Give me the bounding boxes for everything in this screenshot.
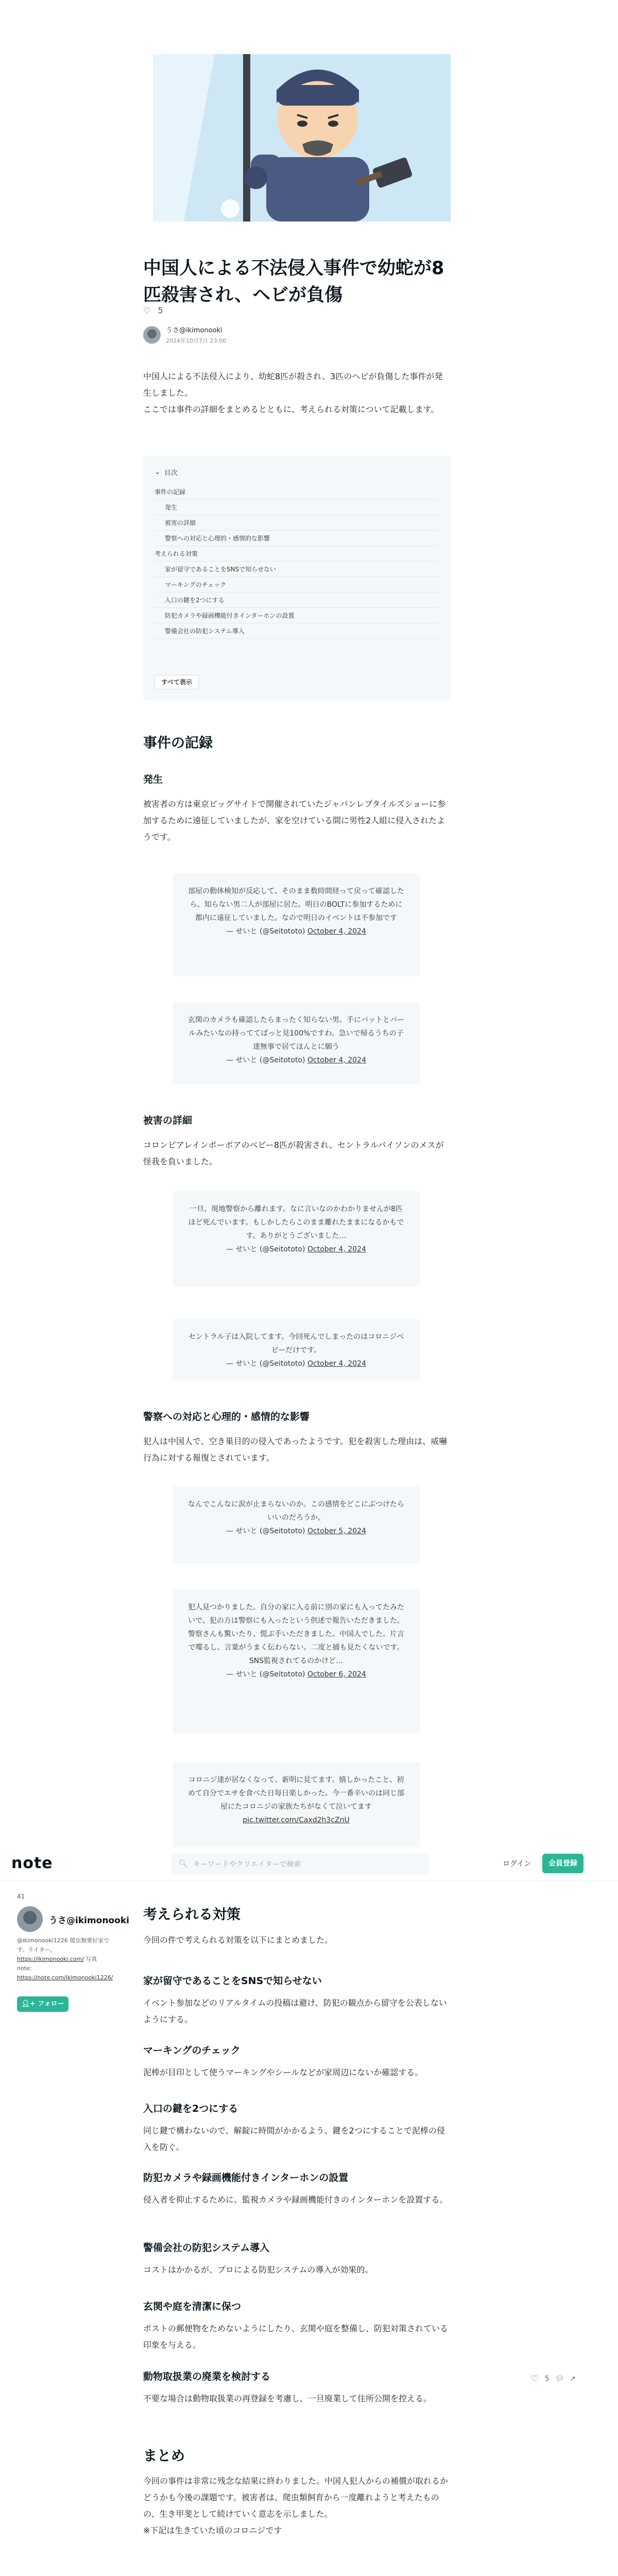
author-name[interactable]: うさ@ikimonooki [166,327,222,334]
measure-title: 家が留守であることをSNSで知らせない [143,1975,322,1987]
toc-item[interactable]: マーキングのチェック [154,577,439,592]
tweet-date-link[interactable]: October 6, 2024 [307,1670,366,1679]
burglar-illustration [153,54,451,222]
police-paragraph: 犯人は中国人で、空き巣目的の侵入であったようです。犯を殺害した理由は、威嚇行為に対する報復とされています。 [143,1436,448,1463]
person-add-icon: 👤︎+ [21,2000,36,2008]
follow-button[interactable] [17,1996,68,2012]
sidebar-count: 41 [17,1893,25,1900]
embedded-tweet [173,1191,420,1286]
tweet-author[interactable]: — せいと (@Seitototo) [226,927,305,936]
search-placeholder: キーワードやクリエイターで検索 [193,1860,301,1869]
embedded-tweet [173,1486,420,1564]
measure-title: 防犯カメラや録画機能付きインターホンの設置 [143,2172,349,2183]
toc-item[interactable]: 家が留守であることをSNSで知らせない [154,562,439,577]
occurrence-paragraph: 被害者の方は東京ビッグサイトで開催されていたジャパンレプタイルズショーに参加するために遠征していましたが、家を空けている間に男性2人組に侵入されたようです。 [143,799,446,842]
floating-actions [530,2374,576,2384]
search-icon: 🔍︎ [179,1860,188,1868]
toc-header[interactable] [154,467,439,477]
tweet-date-link[interactable]: October 4, 2024 [307,1360,366,1368]
measure-text: コストはかかるが、プロによる防犯システムの導入が効果的。 [143,2265,373,2275]
tweet-text: 犯人見つかりました。自分の家に入る前に別の家にも入ってたみたいで、犯の方は警察にも入ったという供述で報告いただきました。警察さんも驚いたり、慌ぶ手いただきました。中国人でした。片言で喋るし、言葉がうまく伝わらない。二度と捕も見たくないです。SNS監視されてるのかけど… [188,1603,404,1665]
section-heading-summary: まとめ [143,2448,185,2464]
subheading-damage: 被害の詳細 [143,1115,193,1126]
rail-like-count: 5 [545,2375,550,2383]
bio-link[interactable]: https://ikimonooki.com/ [17,1956,84,1962]
embedded-tweet [173,1002,420,1084]
measure-title: 入口の鍵を2つにする [143,2103,238,2114]
measure-title: マーキングのチェック [143,2045,241,2056]
tweet-author[interactable]: — せいと (@Seitototo) [226,1670,305,1679]
article-title: 中国人による不法侵入事件で幼蛇が8匹殺害され、ヘビが負傷 [143,258,444,306]
toc-list [154,484,439,639]
measure-title: 動物取扱業の廃業を検討する [143,2371,271,2382]
tweet-author[interactable]: — せいと (@Seitototo) [226,1245,305,1253]
sidebar-author-name[interactable]: うさ@ikimonooki [49,1915,129,1926]
measure-title: 警備会社の防犯システム導入 [143,2242,270,2253]
section-heading-measures: 考えられる対策 [143,1907,241,1923]
tweet-text: 玄関のカメラも確認したらまったく知らない男。手にバットとバールみたいなの持っててぱっと見100%ですわ。急いで帰るうちの子達無事で居てほんとに願う [188,1016,404,1051]
measures-intro: 今回の件で考えられる対策を以下にまとめました。 [143,1935,333,1945]
summary-paragraph: 今回の事件は非常に残念な結果に終わりました。中国人犯人からの補償が取れるかどうかも今後の課題です。被害者は、爬虫類飼育から一度離れようと考えたものの、生き甲斐として続けていく意志を示しました。 [143,2476,449,2519]
measure-text: ポストの郵便物をためないようにしたり、玄関や庭を整備し、防犯対策されている印象を与える。 [143,2324,449,2350]
embedded-tweet [173,1319,420,1381]
tweet-date-link[interactable]: October 4, 2024 [307,1245,366,1253]
like-row [143,306,163,315]
measure-text: イベント参加などのリアルタイムの投稿は避け、防犯の観点から留守を公表しないようにする。 [143,1998,447,2024]
section-heading-record: 事件の記録 [143,735,213,751]
search-box[interactable] [171,1853,429,1875]
tweet-author[interactable]: — せいと (@Seitototo) [226,1056,305,1064]
heart-icon[interactable]: ♡ [143,306,151,315]
hero-illustration [153,54,451,222]
login-link[interactable]: ログイン [503,1860,531,1868]
toc-item[interactable]: 警備会社の防犯システム導入 [154,623,439,639]
tweet-author[interactable]: — せいと (@Seitototo) [226,1527,305,1535]
table-of-contents [143,456,450,701]
toc-item[interactable]: 入口の鍵を2つにする [154,592,439,608]
avatar[interactable] [17,1906,43,1932]
toc-item[interactable]: 発生 [154,500,439,515]
damage-paragraph: コロンビアレインボーボアのベビー8匹が殺害され、セントラルパイソンのメスが怪我を負いました。 [143,1140,444,1166]
intro-paragraph-2: ここでは事件の詳細をまとめるとともに、考えられる対策について記載します。 [143,404,439,414]
signup-button[interactable]: 会員登録 [542,1854,583,1873]
tweet-date-link[interactable]: October 4, 2024 [307,927,366,936]
subheading-police: 警察への対応と心理的・感情的な影響 [143,1411,310,1422]
tweet-text: セントラル子は入院してます。今回死んでしまったのはコロニジベビーだけです。 [188,1333,404,1354]
sidebar-author[interactable] [17,1906,129,1932]
tweet-date-link[interactable]: October 4, 2024 [307,1056,366,1064]
publish-date: 2024年10月7日 23:00 [166,337,227,344]
tweet-pic-link[interactable]: pic.twitter.com/Caxd2h3cZnU [243,1816,350,1824]
bio-link[interactable]: https://note.com/ikimonooki1226/ [17,1974,113,1981]
share-icon[interactable]: ↗ [570,2375,576,2383]
show-all-button[interactable]: すべて表示 [154,675,199,689]
tweet-text: 部屋の動体検知が反応して、そのまま数時間経って戻って確認したら、知らない男二人が部屋に居た。明日のBOLTに参加するために都内に遠征していました。なので明日のイベントは不参加です [188,887,404,922]
site-header [0,1847,618,1881]
measure-text: 侵入者を抑止するために、監視カメラや録画機能付きのインターホンを設置する。 [143,2195,448,2205]
tweet-date-link[interactable]: October 5, 2024 [307,1527,366,1535]
tweet-text: コロニジ達が居なくなって、新明に見てます。嬉しかったこと、初めて自分でエサを食べた日毎日楽しかった。今一番辛いのは同じ部屋にたコロニジの家族たちがなくて泣いてます [188,1776,404,1811]
toc-item[interactable]: 警察への対応と心理的・感情的な影響 [154,531,439,546]
embedded-tweet [173,873,420,976]
avatar[interactable] [143,326,161,344]
toc-item[interactable]: 被害の詳細 [154,515,439,531]
summary-note: ※下記は生きていた頃のコロニジです [143,2526,282,2535]
sidebar-bio [17,1936,120,1982]
measure-text: 不要な場合は動物取扱業の再登録を考慮し、一旦廃業して住所公開を控える。 [143,2394,432,2403]
measure-title: 玄関や庭を清潔に保つ [143,2301,242,2312]
tweet-text: 一旦、現地警察から離れます。なに言いなのかわかりませんが8匹ほど死んでいます。もしかしたらこのまま離れたままになるかもです。ありがとうございました… [188,1205,404,1240]
subheading-occurrence: 発生 [143,774,163,785]
tweet-text: なんでこんなに涙が止まらないのか。この感情をどこにぶつけたらいいのだろうか。 [188,1500,404,1522]
toc-item[interactable]: 事件の記録 [154,484,439,500]
chevron-down-icon: ⌄ [154,468,160,476]
article-author[interactable] [143,325,226,345]
note-logo[interactable]: note [11,1854,53,1872]
tweet-author[interactable]: — せいと (@Seitototo) [226,1360,305,1368]
bio-line: @ikimonooki1226 爬虫類愛好家です。ライター。 [17,1937,110,1953]
embedded-tweet [173,1762,420,1847]
intro-paragraph-1: 中国人による不法侵入により、幼蛇8匹が殺され、3匹のヘビが負傷した事件が発生しました。 [143,371,443,398]
follow-label: フォロー [38,2000,64,2008]
toc-item[interactable]: 考えられる対策 [154,546,439,562]
bio-line: note: [17,1965,32,1972]
heart-icon[interactable]: ♡ [530,2374,539,2384]
toc-heading: 目次 [164,469,178,477]
measure-text: 泥棒が目印として使うマーキングやシールなどが家周辺にないか確認する。 [143,2067,423,2077]
comment-icon[interactable]: 💬︎ [555,2375,564,2383]
measure-text: 同じ鍵で構わないので、解錠に時間がかかるよう、鍵を2つにすることで泥棒の侵入を防ぐ。 [143,2126,445,2152]
toc-item[interactable]: 防犯カメラや録画機能付きインターホンの設置 [154,608,439,623]
bio-line: 写真 [85,1956,97,1962]
like-count: 5 [158,306,163,315]
embedded-tweet [173,1589,420,1734]
